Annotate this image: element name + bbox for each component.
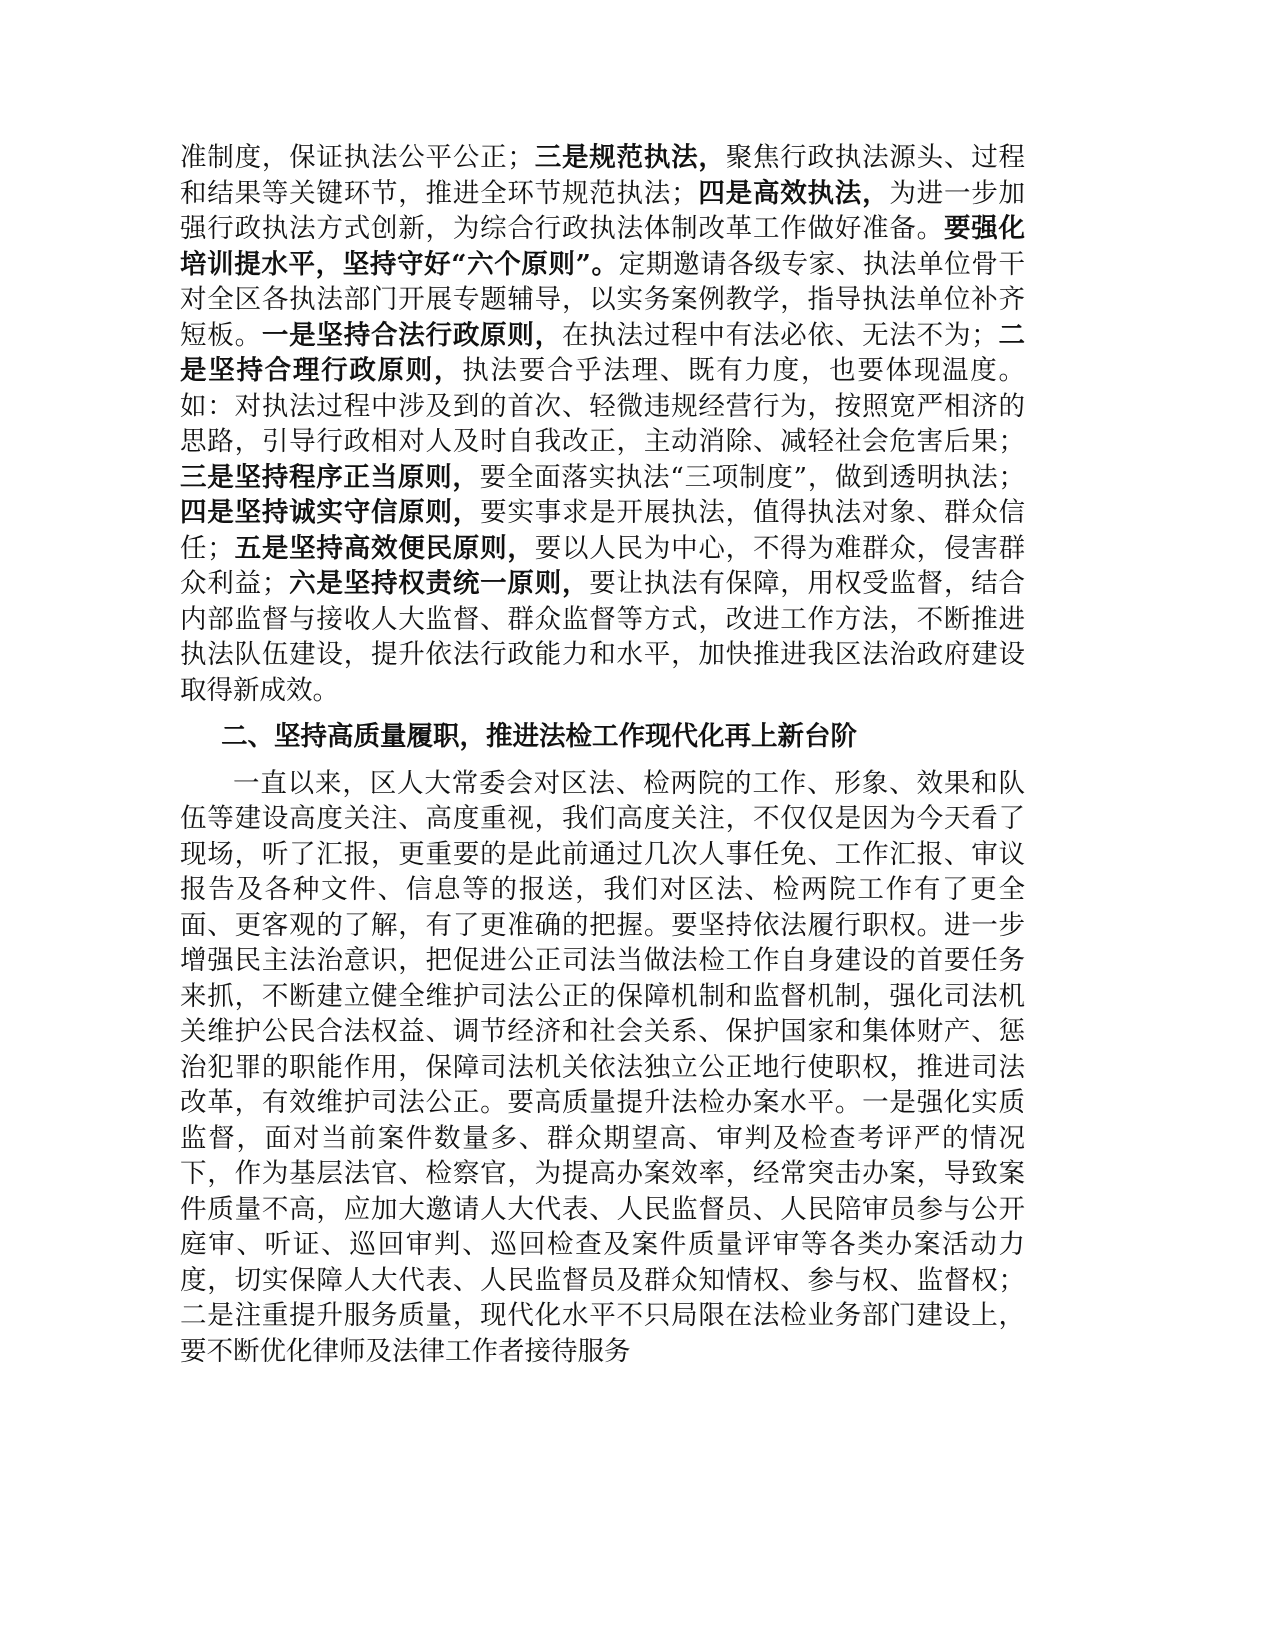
- text-segment: 执法要合乎法理、既有力度，也要体现温度。如：对执法过程中涉及到的首次、轻微违规经营行为，按照宽严相济的思路，引导行政相对人及时自我改正，主动消除、减轻社会危害后果；: [180, 355, 1026, 457]
- section-heading-2: 二、坚持高质量履职，推进法检工作现代化再上新台阶: [221, 721, 858, 752]
- bold-text-segment: 五是坚持高效便民原则，: [233, 532, 535, 564]
- bold-text-segment: 要强化培训提水平，坚持守好“六个原则”。: [180, 213, 1026, 280]
- paragraph-enforcement-principles: [180, 140, 1025, 708]
- bold-text-segment: 三是规范执法，: [533, 142, 726, 173]
- text-segment: 要让执法有保障，用权受监督，结合内部监督与接收人大监督、群众监督等方式，改进工作方法，不断推进执法队伍建设，提升依法行政能力和水平，加快推进我区法治政府建设取得新成效。: [180, 568, 1026, 706]
- text-segment: 要以人民为中心，不得为难群众，侵害群众利益；: [180, 532, 1026, 599]
- bold-text-segment: 一是坚持合法行政原则，: [261, 319, 562, 351]
- bold-text-segment: 四是坚持诚实守信原则，: [180, 497, 481, 528]
- bold-text-segment: 六是坚持权责统一原则，: [288, 568, 590, 599]
- bold-text-segment: 四是高效执法，: [697, 177, 890, 209]
- text-segment: 准制度，保证执法公平公正；: [180, 142, 534, 173]
- bold-text-segment: 三是坚持程序正当原则，: [180, 461, 480, 493]
- document-page: [180, 140, 1025, 1369]
- paragraph-court-procuratorate-work: 一直以来，区人大常委会对区法、检两院的工作、形象、效果和队伍等建设高度关注、高度重视，我们高度关注，不仅仅是因为今天看了现场，听了汇报，更重要的是此前通过几次人事任免、工作汇报、审议报告及各种文件、信息等的报送，我们对区法、检两院工作有了更全面、更客观的了解，有了更准确的把握。要坚持依法履行职权。进一步增强民主法治意识，把促进公正司法当做法检工作自身建设的首要任务来抓，不断建立健全维护司法公正的保障机制和监督机制，强化司法机关维护公民合法权益、调节经济和社会关系、保护国家和集体财产、惩治犯罪的职能作用，保障司法机关依法独立公正地行使职权，推进司法改革，有效维护司法公正。要高质量提升法检办案水平。一是强化实质监督，面对当前案件数量多、群众期望高、审判及检查考评严的情况下，作为基层法官、检察官，为提高办案效率，经常突击办案，导致案件质量不高，应加大邀请人大代表、人民监督员、人民陪审员参与公开庭审、听证、巡回审判、巡回检查及案件质量评审等各类办案活动力度，切实保障人大代表、人民监督员及群众知情权、参与权、监督权；二是注重提升服务质量，现代化水平不只局限在法检业务部门建设上，要不断优化律师及法律工作者接待服务: [180, 767, 1025, 1367]
- text-segment: 要全面落实执法“三项制度”，做到透明执法；: [479, 461, 1025, 493]
- text-segment: 定期邀请各级专家、执法单位骨干对全区各执法部门开展专题辅导，以实务案例教学，指导执法单位补齐短板。: [180, 248, 1025, 351]
- text-segment: 要实事求是开展执法，值得执法对象、群众信任；: [180, 497, 1026, 564]
- text-segment: 在执法过程中有法必依、无法不为；: [561, 319, 998, 351]
- text-segment: 聚焦行政执法源头、过程和结果等关键环节，推进全环节规范执法；: [180, 142, 1026, 209]
- bold-text-segment: 二是坚持合理行政原则，: [180, 319, 1026, 386]
- text-segment: 为进一步加强行政执法方式创新，为综合行政执法体制改革工作做好准备。: [180, 177, 1026, 244]
